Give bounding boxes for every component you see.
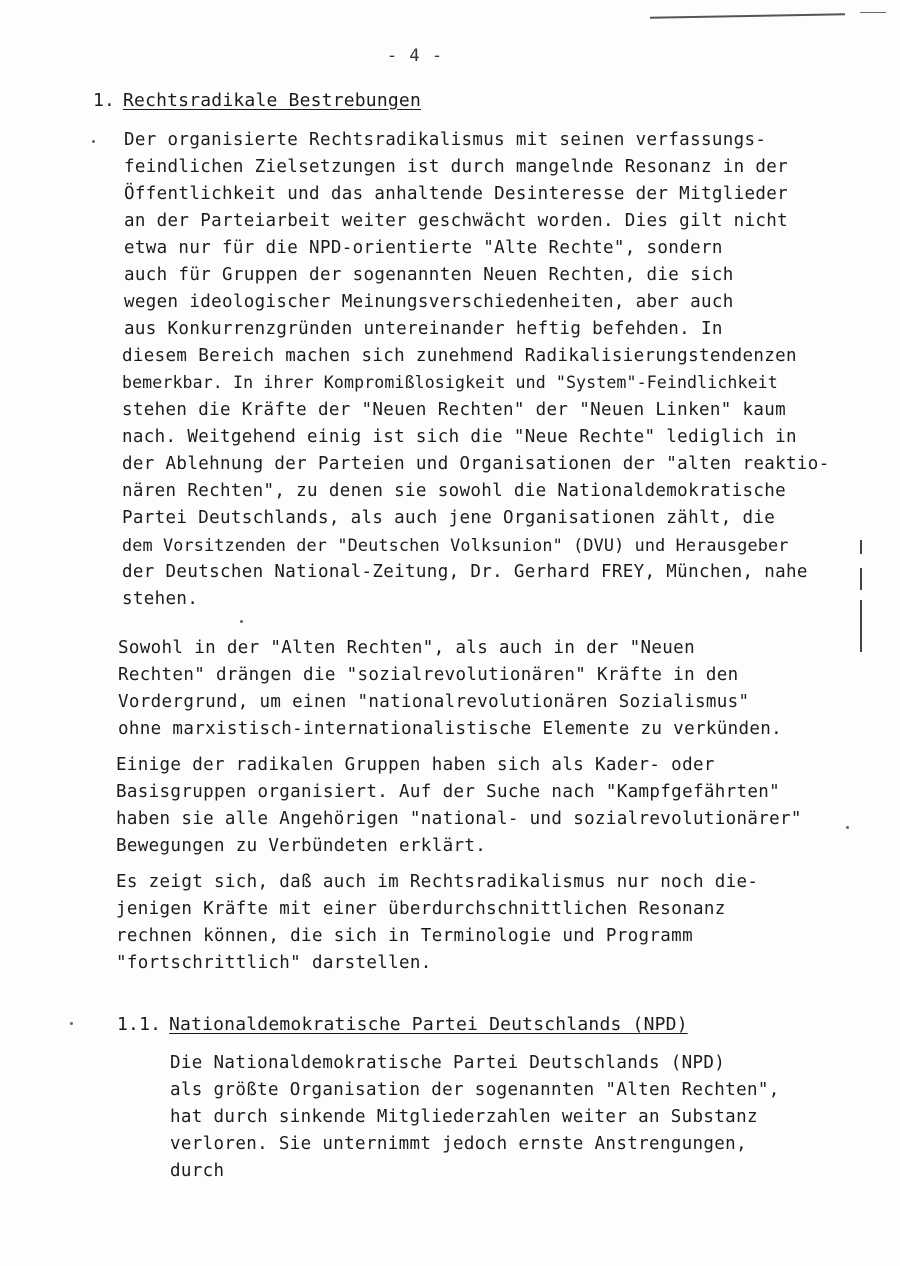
- text-line: "fortschrittlich" darstellen.: [116, 953, 432, 973]
- margin-mark: [860, 540, 862, 554]
- text-line: der Ablehnung der Parteien und Organisationen der "alten reaktio-: [122, 454, 830, 474]
- text-line: Sowohl in der "Alten Rechten", als auch in der "Neuen: [118, 638, 695, 658]
- text-line: ohne marxistisch-internationalistische Elemente zu verkünden.: [118, 719, 783, 739]
- text-line: Bewegungen zu Verbündeten erklärt.: [116, 836, 487, 856]
- text-line: Die Nationaldemokratische Partei Deutschlands (NPD): [170, 1053, 726, 1073]
- margin-mark: [860, 568, 862, 590]
- text-line: auch für Gruppen der sogenannten Neuen Rechten, die sich: [124, 265, 734, 285]
- scan-speck: [70, 1022, 73, 1025]
- text-line: stehen.: [122, 589, 199, 609]
- text-line: durch: [170, 1161, 225, 1181]
- text-line: Es zeigt sich, daß auch im Rechtsradikalismus nur noch die-: [116, 872, 759, 892]
- text-line: Basisgruppen organisiert. Auf der Suche nach "Kampfgefährten": [116, 782, 781, 802]
- text-line: Der organisierte Rechtsradikalismus mit seinen verfassungs-: [124, 130, 767, 150]
- text-line: nach. Weitgehend einig ist sich die "Neue Rechte" lediglich in: [122, 427, 797, 447]
- pen-stroke: [860, 12, 886, 13]
- text-line: hat durch sinkende Mitgliederzahlen weiter an Substanz: [170, 1107, 758, 1127]
- page-number: - 4 -: [386, 46, 444, 66]
- text-line: Öffentlichkeit und das anhaltende Desinteresse der Mitglieder: [124, 184, 789, 204]
- text-line: Einige der radikalen Gruppen haben sich als Kader- oder: [116, 755, 715, 775]
- text-line: Vordergrund, um einen "nationalrevolutionären Sozialismus": [118, 692, 750, 712]
- text-line: rechnen können, die sich in Terminologie und Programm: [116, 926, 693, 946]
- subsection-title: Nationaldemokratische Partei Deutschlands (NPD): [169, 1014, 688, 1035]
- text-line: bemerkbar. In ihrer Kompromißlosigkeit und "System"-Feindlichkeit: [122, 373, 778, 392]
- text-line: haben sie alle Angehörigen "national- und sozialrevolutionärer": [116, 809, 802, 829]
- text-line: dem Vorsitzenden der "Deutschen Volksunion" (DVU) und Herausgeber: [122, 535, 789, 555]
- section-title: Rechtsradikale Bestrebungen: [123, 90, 421, 111]
- margin-mark: [860, 600, 862, 652]
- text-line: aus Konkurrenzgründen untereinander heftig befehden. In: [124, 319, 723, 339]
- text-line: verloren. Sie unternimmt jedoch ernste Anstrengungen,: [170, 1134, 747, 1154]
- text-line: feindlichen Zielsetzungen ist durch mangelnde Resonanz in der: [124, 157, 789, 177]
- text-line: Rechten" drängen die "sozialrevolutionären" Kräfte in den: [118, 665, 739, 685]
- text-line: an der Parteiarbeit weiter geschwächt worden. Dies gilt nicht: [124, 211, 789, 231]
- corner-pen-mark: [650, 12, 850, 20]
- subsection-number: 1.1.: [117, 1014, 162, 1035]
- text-line: Partei Deutschlands, als auch jene Organisationen zählt, die: [122, 508, 776, 528]
- text-line: der Deutschen National-Zeitung, Dr. Gerhard FREY, München, nahe: [122, 562, 808, 582]
- text-line: diesem Bereich machen sich zunehmend Radikalisierungstendenzen: [122, 346, 797, 366]
- section-heading: [93, 90, 421, 111]
- scan-speck: [92, 140, 95, 143]
- text-line: wegen ideologischer Meinungsverschiedenheiten, aber auch: [124, 292, 734, 312]
- text-line: etwa nur für die NPD-orientierte "Alte Rechte", sondern: [124, 238, 723, 258]
- text-line: stehen die Kräfte der "Neuen Rechten" der "Neuen Linken" kaum: [122, 400, 787, 420]
- text-line: nären Rechten", zu denen sie sowohl die Nationaldemokratische: [122, 481, 787, 501]
- scan-speck: [846, 826, 849, 829]
- scan-speck: [240, 620, 243, 623]
- text-line: als größte Organisation der sogenannten "Alten Rechten",: [170, 1080, 780, 1100]
- pen-stroke: [650, 13, 845, 18]
- text-line: jenigen Kräfte mit einer überdurchschnittlichen Resonanz: [116, 899, 726, 919]
- subsection-heading: [117, 1014, 688, 1035]
- section-number: 1.: [93, 90, 116, 111]
